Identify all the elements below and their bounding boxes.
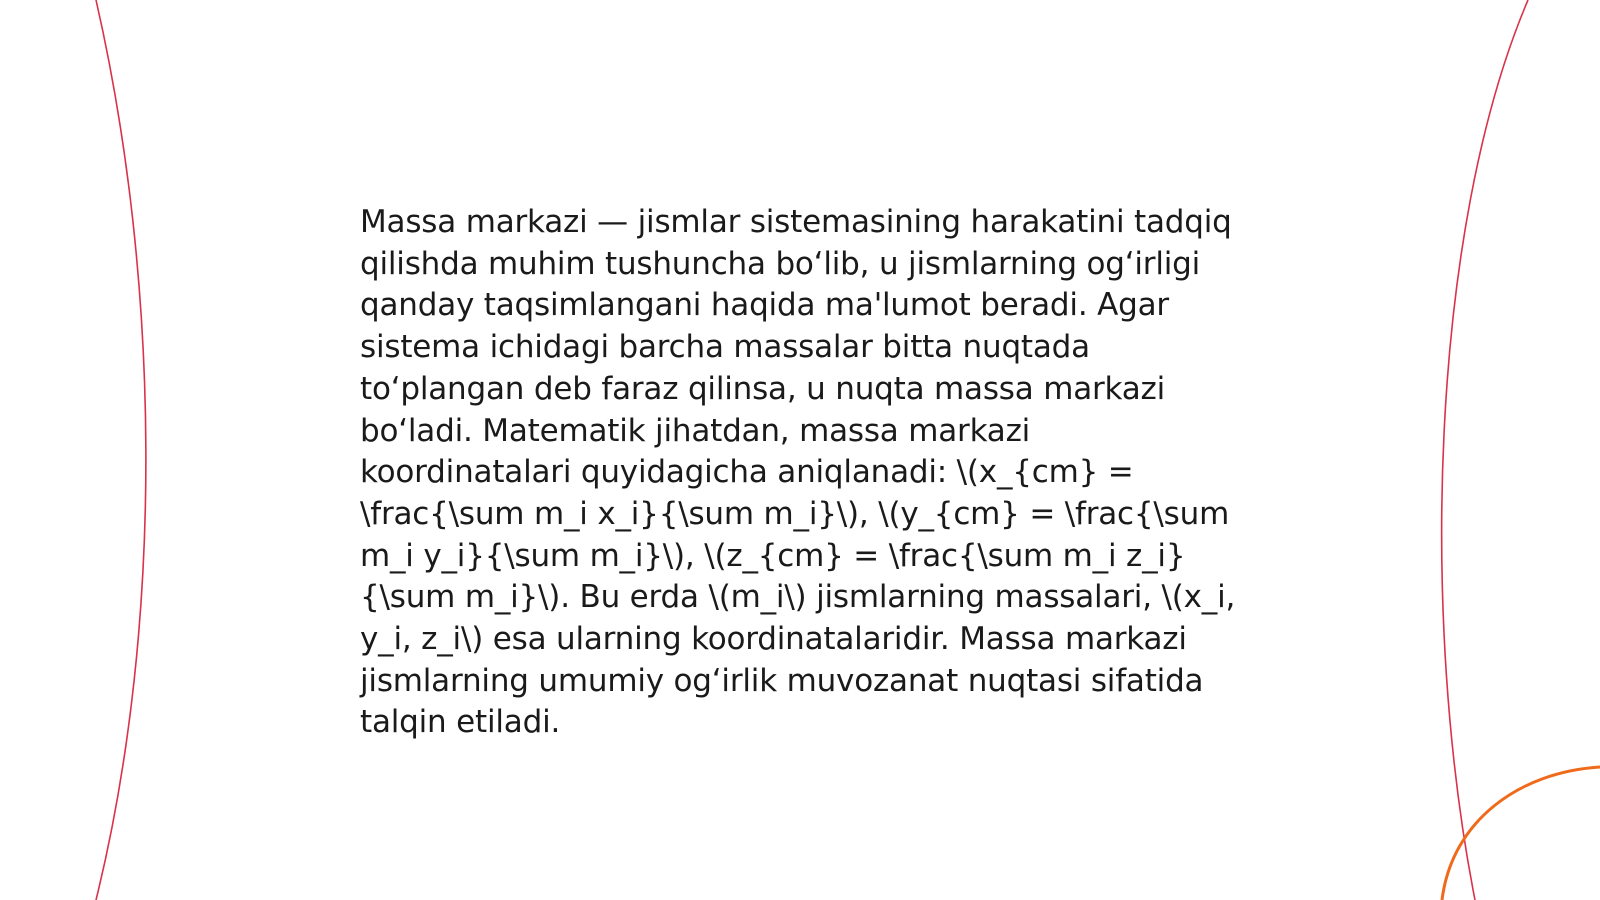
slide-body-text: Massa markazi — jismlar sistemasining harakatini tadqiq qilishda muhim tushuncha bo‘lib, u jismlarning og‘irligi qanday taqsimlangani haqida ma'lumot beradi. Agar sistema ichidagi barcha massalar bitta nuqtada to‘plangan deb faraz qilinsa, u nuqta massa markazi bo‘ladi. Matematik jihatdan, massa markazi koordinatalari quyidagicha aniqlanadi: \(x_{cm} = \frac{\sum m_i x_i}{\sum m_i}\), \(y_{cm} = \frac{\sum m_i y_i}{\sum m_i}\), \(z_{cm} = \frac{\sum m_i z_i}{\sum m_i}\). Bu erda \(m_i\) jismlarning massalari, \(x_i, y_i, z_i\) esa ularning koordinatalaridir. Massa markazi jismlarning umumiy og‘irlik muvozanat nuqtasi sifatida talqin etiladi. (360, 204, 1236, 741)
left-red-arc (96, 0, 146, 900)
bottom-right-orange-arc (1442, 767, 1600, 900)
right-red-arc (1442, 0, 1528, 900)
